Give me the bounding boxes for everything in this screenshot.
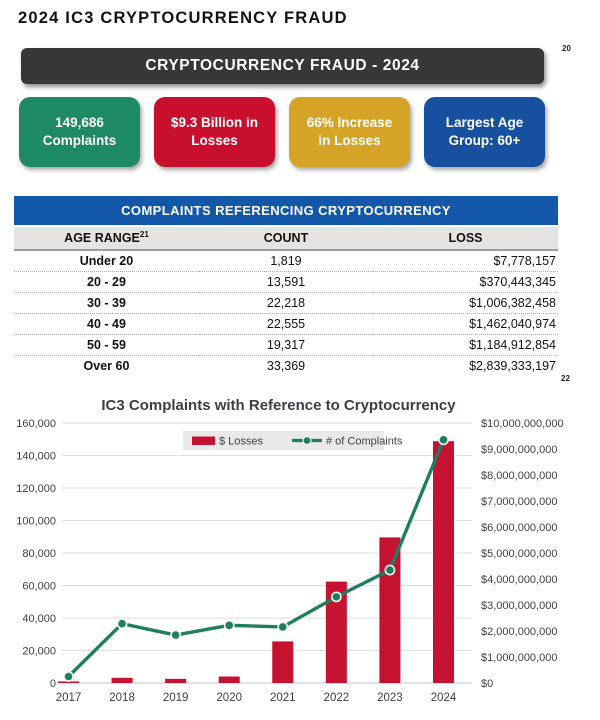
right-axis-tick: $0 bbox=[481, 678, 494, 690]
stat-card-complaints-label: Complaints bbox=[42, 133, 117, 148]
losses-bar bbox=[112, 678, 133, 683]
loss-cell: $7,778,157 bbox=[373, 250, 558, 271]
footnote-20: 20 bbox=[562, 44, 571, 53]
table-row bbox=[14, 313, 558, 334]
age-range-cell: 50 - 59 bbox=[14, 334, 199, 355]
stat-card-increase bbox=[289, 97, 410, 167]
section-banner bbox=[21, 48, 544, 84]
table-row bbox=[14, 292, 558, 313]
legend-complaints-marker bbox=[303, 437, 311, 445]
loss-cell: $2,839,333,197 bbox=[469, 358, 556, 373]
complaints-point bbox=[332, 592, 341, 601]
left-axis-tick: 0 bbox=[49, 678, 56, 690]
col-header-age-range: AGE RANGE$^{21}$ bbox=[14, 227, 199, 250]
left-axis-tick: 40,000 bbox=[22, 613, 56, 625]
section-banner-label: CRYPTOCURRENCY FRAUD - 2024 bbox=[145, 57, 420, 74]
complaints-point bbox=[385, 565, 394, 574]
legend-losses-swatch bbox=[192, 437, 215, 446]
chart-title: IC3 Complaints with Reference to Cryptocurrency bbox=[101, 397, 456, 414]
age-range-table bbox=[14, 227, 558, 376]
count-cell: 22,218 bbox=[199, 292, 373, 313]
left-axis-tick: 120,000 bbox=[16, 483, 56, 495]
left-axis-tick: 100,000 bbox=[16, 515, 56, 528]
loss-cell: $1,462,040,974 bbox=[373, 313, 558, 334]
x-axis-label: 2019 bbox=[162, 692, 189, 704]
table-row bbox=[14, 250, 558, 271]
count-cell: 22,555 bbox=[199, 313, 373, 334]
footnote-22: 22 bbox=[561, 374, 570, 383]
stat-card-increase-value: 66% Increase bbox=[306, 115, 393, 131]
left-axis-tick: 60,000 bbox=[22, 580, 56, 593]
age-range-cell: Under 20 bbox=[14, 250, 199, 271]
left-axis-tick: 20,000 bbox=[22, 645, 56, 658]
losses-bar bbox=[433, 441, 454, 683]
stat-card-age-group bbox=[424, 97, 545, 167]
right-axis-tick: $2,000,000,000 bbox=[481, 626, 558, 638]
page-title: 2024 IC3 CRYPTOCURRENCY FRAUD bbox=[18, 9, 348, 27]
right-axis-tick: $9,000,000,000 bbox=[481, 444, 558, 456]
left-axis-tick: 160,000 bbox=[16, 418, 56, 430]
stat-card-age-group-label: Group: 60+ bbox=[448, 133, 521, 148]
x-axis-label: 2024 bbox=[430, 692, 457, 704]
stat-card-losses-value: $9.3 Billion in bbox=[170, 115, 259, 131]
right-axis-tick: $7,000,000,000 bbox=[481, 496, 558, 508]
losses-bar bbox=[219, 677, 240, 684]
x-axis-label: 2021 bbox=[269, 692, 296, 704]
x-axis-label: 2017 bbox=[55, 692, 82, 704]
stat-card-age-group-value: Largest Age bbox=[445, 115, 524, 131]
table-row bbox=[14, 271, 558, 292]
right-axis-tick: $10,000,000,000 bbox=[481, 418, 564, 430]
count-cell: 13,591 bbox=[199, 271, 373, 292]
complaints-point bbox=[64, 672, 73, 681]
crypto-chart bbox=[0, 416, 600, 718]
x-axis-label: 2020 bbox=[216, 692, 243, 704]
complaints-point bbox=[225, 621, 234, 630]
losses-bar bbox=[379, 537, 400, 683]
left-axis-tick: 80,000 bbox=[22, 548, 56, 560]
table-title: COMPLAINTS REFERENCING CRYPTOCURRENCY bbox=[14, 196, 558, 225]
complaints-point bbox=[117, 619, 126, 628]
legend-complaints-label: # of Complaints bbox=[326, 435, 403, 448]
complaints-point bbox=[439, 435, 448, 444]
right-axis-tick: $5,000,000,000 bbox=[481, 548, 558, 560]
complaints-point bbox=[171, 630, 180, 639]
age-range-footnote-ref: 21 bbox=[139, 230, 149, 239]
col-header-loss: LOSS bbox=[373, 227, 558, 250]
stat-card-increase-label: in Losses bbox=[318, 133, 381, 148]
x-axis-label: 2018 bbox=[109, 692, 135, 704]
complaints-point bbox=[278, 622, 287, 631]
stat-card-losses bbox=[154, 97, 275, 167]
age-range-cell: 40 - 49 bbox=[14, 313, 199, 334]
loss-cell: $370,443,345 bbox=[373, 271, 558, 292]
right-axis-tick: $1,000,000,000 bbox=[481, 652, 558, 664]
stat-card-losses-label: Losses bbox=[191, 133, 238, 148]
stat-card-complaints bbox=[19, 97, 140, 167]
table-row bbox=[14, 334, 558, 355]
table-row bbox=[14, 355, 558, 376]
right-axis-tick: $4,000,000,000 bbox=[481, 574, 558, 586]
right-axis-tick: $6,000,000,000 bbox=[481, 522, 558, 534]
loss-cell: $1,006,382,458 bbox=[373, 292, 558, 313]
legend-losses-label: $ Losses bbox=[219, 435, 264, 448]
x-axis-label: 2022 bbox=[323, 692, 350, 704]
right-axis-tick: $3,000,000,000 bbox=[481, 600, 558, 612]
age-range-cell: 20 - 29 bbox=[14, 271, 199, 292]
losses-bar bbox=[165, 679, 186, 683]
age-range-cell: 30 - 39 bbox=[14, 292, 199, 313]
age-range-cell: Over 60 bbox=[83, 358, 130, 373]
count-cell: 33,369 bbox=[266, 358, 306, 373]
losses-bar bbox=[272, 641, 293, 683]
left-axis-tick: 140,000 bbox=[16, 450, 56, 463]
stat-cards bbox=[19, 97, 545, 167]
col-header-count: COUNT bbox=[199, 227, 373, 250]
crypto-complaints-table bbox=[14, 196, 558, 376]
count-cell: 1,819 bbox=[199, 250, 373, 271]
loss-cell: $1,184,912,854 bbox=[373, 334, 558, 355]
count-cell: 19,317 bbox=[199, 334, 373, 355]
x-axis-label: 2023 bbox=[377, 692, 403, 704]
stat-card-complaints-value: 149,686 bbox=[55, 115, 104, 131]
table-header-row bbox=[14, 227, 558, 250]
right-axis-tick: $8,000,000,000 bbox=[481, 470, 558, 482]
